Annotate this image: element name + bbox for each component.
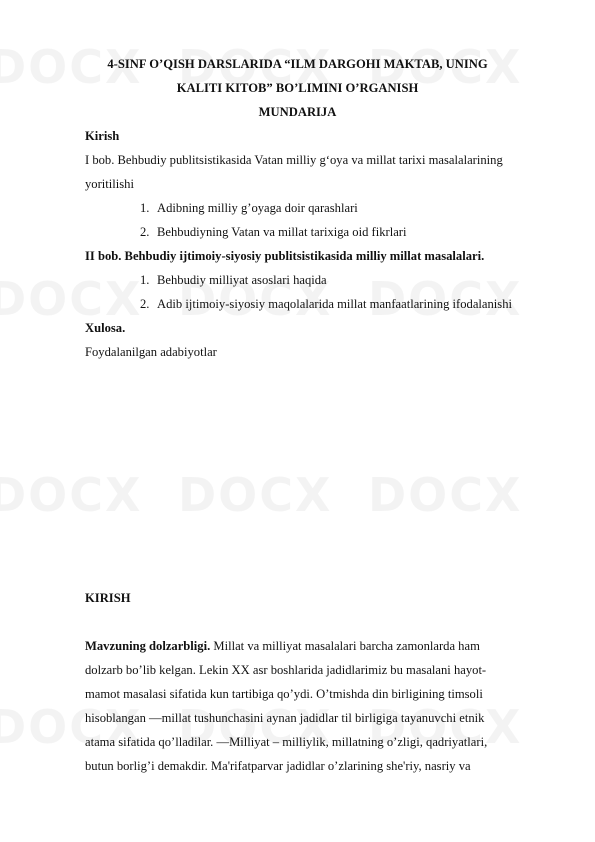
intro-lead: Mavzuning dolzarbligi. [85,639,211,653]
intro-lead-rest: Millat va milliyat masalalari barcha zamonlarda ham [210,639,480,653]
toc-item-number: 2. [140,297,150,311]
toc-item-text: Behbudiy milliyat asoslari haqida [157,273,327,287]
toc-conclusion: Xulosa. [85,321,126,335]
toc-item-number: 2. [140,225,150,239]
toc-item-text: Behbudiyning Vatan va millat tarixiga oid fikrlari [157,225,407,239]
toc-intro: Kirish [85,129,120,143]
intro-paragraph-line: hisoblangan ―millat tushunchasini aynan jadidlar til birligiga tayanuvchi etnik [85,711,485,725]
toc-item-number: 1. [140,273,150,287]
toc-item-number: 1. [140,201,150,215]
toc-item-text: Adibning milliy g’oyaga doir qarashlari [157,201,358,215]
intro-paragraph-line: atama sifatida qo’lladilar. ―Milliyat – milliylik, millatning o’zligi, qadriyatlari, [85,735,488,749]
intro-paragraph-line: mamot masalasi sifatida kun tartibiga qo’ydi. O’tmishda din birligining timsoli [85,687,483,701]
intro-paragraph-line [85,638,480,654]
contents-heading: MUNDARIJA [258,105,337,119]
section-heading-kirish: KIRISH [85,591,131,605]
toc-chapter-1-title: I bob. Behbudiy publitsistikasida Vatan milliy g‘oya va millat tarixi masalalarining [85,153,503,167]
intro-paragraph-line: dolzarb bo’lib kelgan. Lekin XX asr boshlarida jadidlarimiz bu masalani hayot- [85,663,487,677]
toc-chapter-1-title-cont: yoritilishi [85,177,134,191]
toc-references: Foydalanilgan adabiyotlar [85,345,217,359]
document-title-line-1: 4-SINF O’QISH DARSLARIDA “ILM DARGOHI MAKTAB, UNING [107,57,488,71]
document-title-line-2: KALITI KITOB” BO’LIMINI O’RGANISH [176,81,419,95]
toc-item-text: Adib ijtimoiy-siyosiy maqolalarida millat manfaatlarining ifodalanishi [157,297,512,311]
toc-chapter-2-title: II bob. Behbudiy ijtimoiy-siyosiy publitsistikasida milliy millat masalalari. [85,249,485,263]
intro-paragraph-line: butun borlig’i demakdir. Ma'rifatparvar jadidlar o’zlarining she'riy, nasriy va [85,759,471,773]
